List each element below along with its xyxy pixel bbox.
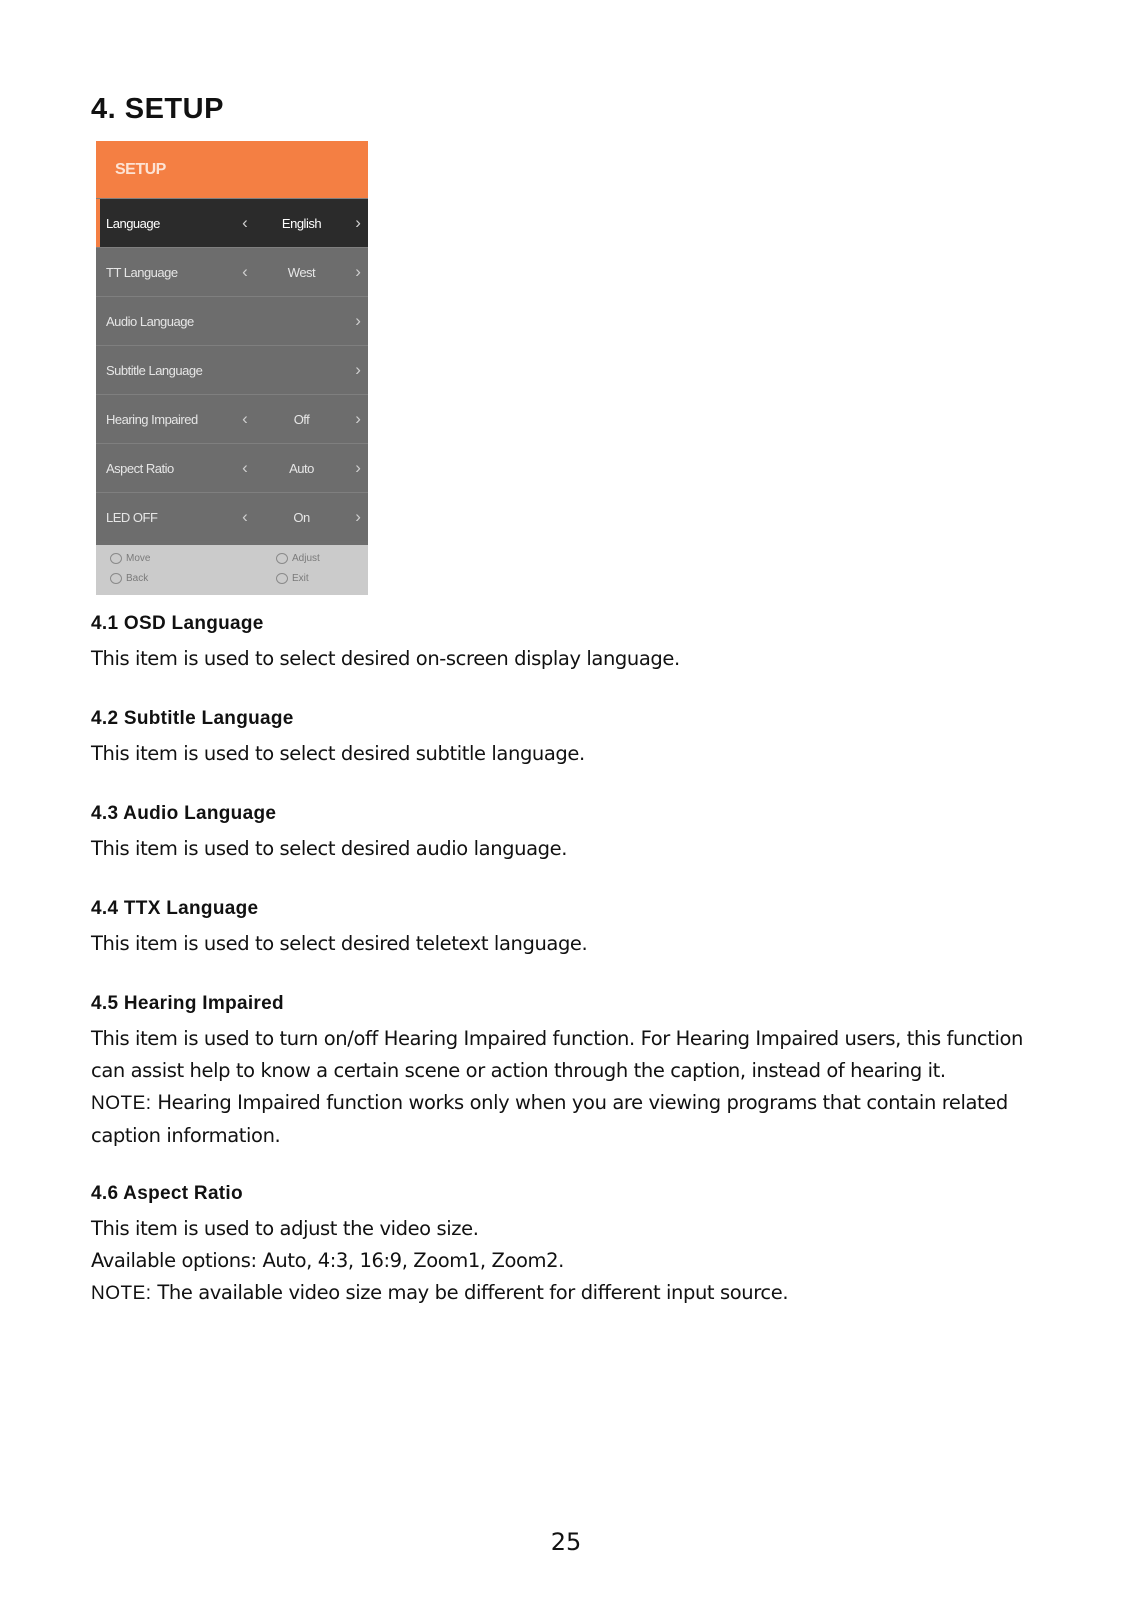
section-note <box>91 1087 1051 1152</box>
menu-header: SETUP <box>96 141 368 198</box>
menu-row-led-off <box>96 492 368 541</box>
menu-row-label: TT Language <box>106 264 178 280</box>
note-label: NOTE: <box>91 1283 152 1304</box>
hint-label: Move <box>126 553 151 564</box>
chevron-left-icon: ‹ <box>242 213 248 232</box>
adjust-icon <box>276 553 288 564</box>
menu-row-value: English <box>281 215 322 231</box>
section-note <box>91 1277 1051 1310</box>
chevron-left-icon: ‹ <box>242 507 248 526</box>
section-audio-language <box>91 803 1051 865</box>
menu-row-label: Audio Language <box>106 313 194 329</box>
section-heading: 4.2 Subtitle Language <box>91 708 294 729</box>
note-text: Hearing Impaired function works only when you are viewing programs that contain related caption information. <box>91 1091 1008 1147</box>
chevron-left-icon: ‹ <box>242 262 248 281</box>
chevron-right-icon: › <box>355 262 361 281</box>
section-hearing-impaired <box>91 993 1051 1152</box>
section-ttx-language <box>91 898 1051 960</box>
hint-label: Exit <box>292 573 309 584</box>
hint-exit <box>276 573 309 584</box>
section-heading: 4.4 TTX Language <box>91 898 259 919</box>
note-label: NOTE: <box>91 1093 152 1114</box>
chevron-right-icon: › <box>355 507 361 526</box>
move-icon <box>110 553 122 564</box>
menu-row-value: Off <box>293 411 310 427</box>
hint-back <box>110 573 148 584</box>
section-heading: 4.1 OSD Language <box>91 613 264 634</box>
chevron-right-icon: › <box>355 213 361 232</box>
menu-row-audio-language <box>96 296 368 345</box>
chevron-right-icon: › <box>355 458 361 477</box>
section-text: This item is used to adjust the video size. <box>91 1217 479 1240</box>
section-text: This item is used to select desired on-screen display language. <box>91 647 680 670</box>
page-title: 4. SETUP <box>91 93 224 125</box>
page-number: 25 <box>550 1528 582 1556</box>
menu-row-hearing-impaired <box>96 394 368 443</box>
menu-row-label: Aspect Ratio <box>106 460 174 476</box>
section-heading: 4.5 Hearing Impaired <box>91 993 284 1014</box>
hint-label: Adjust <box>292 553 320 564</box>
chevron-right-icon: › <box>355 311 361 330</box>
section-text-options: Available options: Auto, 4:3, 16:9, Zoom1, Zoom2. <box>91 1249 564 1272</box>
chevron-left-icon: ‹ <box>242 409 248 428</box>
section-subtitle-language <box>91 708 1051 770</box>
exit-icon <box>276 573 288 584</box>
menu-row-value: On <box>293 509 310 525</box>
menu-row-value: Auto <box>289 460 314 476</box>
chevron-right-icon: › <box>355 360 361 379</box>
section-heading: 4.6 Aspect Ratio <box>91 1183 243 1204</box>
section-heading: 4.3 Audio Language <box>91 803 277 824</box>
section-aspect-ratio <box>91 1183 1051 1310</box>
menu-row-label: LED OFF <box>106 509 158 525</box>
setup-menu-screenshot <box>96 141 368 595</box>
menu-footer <box>96 545 368 595</box>
menu-row-label: Hearing Impaired <box>106 411 198 427</box>
hint-label: Back <box>126 573 149 584</box>
hint-adjust <box>276 553 320 564</box>
hint-move <box>110 553 150 564</box>
section-text: This item is used to select desired teletext language. <box>91 932 588 955</box>
section-text: This item is used to select desired subtitle language. <box>91 742 585 765</box>
chevron-right-icon: › <box>355 409 361 428</box>
menu-row-language <box>96 198 368 247</box>
section-text: This item is used to turn on/off Hearing Impaired function. For Hearing Impaired users, this function can assist help to know a certain scene or action through the caption, instead of hearing it. <box>91 1027 1024 1082</box>
menu-row-value: West <box>287 264 316 280</box>
menu-row-label: Subtitle Language <box>106 362 203 378</box>
back-icon <box>110 573 122 584</box>
section-text: This item is used to select desired audio language. <box>91 837 568 860</box>
menu-row-aspect-ratio <box>96 443 368 492</box>
note-text: The available video size may be different for different input source. <box>157 1281 789 1304</box>
menu-row-subtitle-language <box>96 345 368 394</box>
menu-row-label: Language <box>106 215 160 231</box>
chevron-left-icon: ‹ <box>242 458 248 477</box>
section-osd-language <box>91 613 1051 675</box>
menu-row-tt-language <box>96 247 368 296</box>
